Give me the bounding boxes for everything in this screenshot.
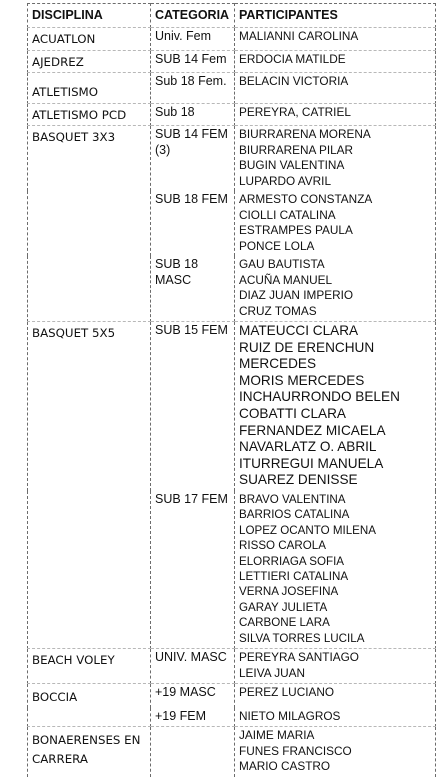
participants-cell: [235, 191, 436, 256]
table-row: [28, 256, 436, 322]
table-row: [28, 191, 436, 256]
table-row: [28, 103, 436, 126]
table-row: [28, 708, 436, 727]
participant-name: PONCE LOLA: [239, 238, 315, 253]
participant-name: LOPEZ OCANTO MILENA: [239, 523, 377, 537]
participant-name: COBATTI CLARA: [239, 405, 347, 421]
participants-cell: [235, 491, 436, 649]
participant-name: FUNES FRANCISCO: [239, 743, 352, 758]
table-row: [28, 649, 436, 684]
participant-name: ACUÑA MANUEL: [239, 272, 333, 287]
participants-cell: [235, 727, 436, 777]
participant-name: MALIANNI CAROLINA: [239, 29, 359, 43]
category-cell: +19 FEM: [151, 708, 235, 727]
category-cell: +19 MASC: [151, 684, 235, 708]
discipline-cell: [28, 191, 151, 256]
participant-name: MARIO CASTRO: [239, 759, 331, 773]
header-disciplina: DISCIPLINA: [28, 4, 151, 28]
category-cell: SUB 18 FEM: [151, 191, 235, 256]
participants-cell: [235, 126, 436, 192]
participant-name: GARAY JULIETA: [239, 600, 328, 614]
category-cell: SUB 17 FEM: [151, 491, 235, 649]
participant-name: CARBONE LARA: [239, 616, 330, 630]
table-row: [28, 727, 436, 777]
participant-name: NAVARLATZ O. ABRIL: [239, 439, 377, 455]
participant-name: ERDOCIA MATILDE: [239, 51, 346, 66]
participant-name: LEIVA JUAN: [239, 665, 305, 680]
participant-name: SILVA TORRES LUCILA: [239, 631, 365, 645]
participant-name: BIURRARENA MORENA: [239, 127, 371, 141]
participant-name: MORIS MERCEDES: [239, 372, 365, 388]
discipline-cell: BOCCIA: [28, 684, 151, 708]
participant-name: GAU BAUTISTA: [239, 257, 325, 271]
participant-name: PEREZ LUCIANO: [239, 685, 335, 699]
participant-name: INCHAURRONDO BELEN: [239, 389, 400, 405]
participant-name: BRAVO VALENTINA: [239, 492, 346, 506]
participant-name: BELACIN VICTORIA: [239, 74, 349, 88]
category-cell: Univ. Fem: [151, 28, 235, 51]
discipline-cell: BEACH VOLEY: [28, 649, 151, 684]
participant-name: PEREYRA SANTIAGO: [239, 650, 359, 664]
category-cell: SUB 14 FEM (3): [151, 126, 235, 192]
discipline-cell: ACUATLON: [28, 28, 151, 51]
participant-name: JAIME MARIA: [239, 728, 315, 742]
category-cell: SUB 18 MASC: [151, 256, 235, 322]
participant-name: ITURREGUI MANUELA: [239, 455, 384, 471]
discipline-cell: ATLETISMO: [28, 73, 151, 104]
category-cell: Sub 18 Fem.: [151, 73, 235, 104]
table-row: [28, 322, 436, 491]
table-row: [28, 28, 436, 51]
header-row: [28, 4, 436, 28]
category-cell: SUB 14 Fem: [151, 50, 235, 73]
participant-name: BIURRARENA PILAR: [239, 142, 354, 157]
participant-name: RISSO CAROLA: [239, 539, 326, 553]
participant-name: RUIZ DE ERENCHUN: [239, 339, 375, 355]
participants-cell: [235, 708, 436, 727]
participant-name: LETTIERI CATALINA: [239, 569, 349, 583]
participants-cell: [235, 684, 436, 708]
discipline-cell: AJEDREZ: [28, 50, 151, 73]
participants-cell: [235, 50, 436, 73]
participant-name: PEREYRA, CATRIEL: [239, 104, 351, 119]
participant-name: ESTRAMPES PAULA: [239, 223, 353, 237]
table-row: [28, 126, 436, 192]
discipline-cell: BASQUET 5X5: [28, 322, 151, 491]
table-row: [28, 50, 436, 73]
table-row: [28, 491, 436, 649]
header-categoria: CATEGORIA: [151, 4, 235, 28]
participant-name: MATEUCCI CLARA: [239, 323, 359, 338]
participant-name: CIOLLI CATALINA: [239, 207, 336, 222]
participant-name: FERNANDEZ MICAELA: [239, 422, 386, 438]
category-cell: UNIV. MASC: [151, 649, 235, 684]
participant-name: ARMESTO CONSTANZA: [239, 192, 373, 206]
participants-table: [27, 3, 436, 777]
discipline-cell: BONAERENSES EN CARRERA: [28, 727, 151, 777]
category-cell: Sub 18: [151, 103, 235, 126]
participants-cell: [235, 256, 436, 322]
participant-name: LUPARDO AVRIL: [239, 173, 332, 188]
participants-cell: [235, 649, 436, 684]
participant-name: VERNA JOSEFINA: [239, 585, 339, 599]
table-row: [28, 684, 436, 708]
participants-cell: [235, 73, 436, 104]
table-row: [28, 73, 436, 104]
discipline-cell: ATLETISMO PCD: [28, 103, 151, 126]
participants-cell: [235, 28, 436, 51]
participant-name: ELORRIAGA SOFIA: [239, 554, 345, 568]
discipline-cell: BASQUET 3X3: [28, 126, 151, 192]
participant-name: DIAZ JUAN IMPERIO: [239, 288, 354, 302]
participant-name: BUGIN VALENTINA: [239, 158, 345, 172]
discipline-cell: [28, 256, 151, 322]
category-cell: [151, 727, 235, 777]
header-participantes: PARTICIPANTES: [235, 4, 436, 28]
category-cell: SUB 15 FEM: [151, 322, 235, 491]
participant-name: BARRIOS CATALINA: [239, 508, 350, 522]
discipline-cell: [28, 708, 151, 727]
participants-cell: [235, 322, 436, 491]
participant-name: SUAREZ DENISSE: [239, 472, 358, 488]
participant-name: CRUZ TOMAS: [239, 303, 317, 318]
participant-name: MERCEDES: [239, 356, 317, 372]
discipline-cell: [28, 491, 151, 649]
participants-cell: [235, 103, 436, 126]
participant-name: NIETO MILAGROS: [239, 708, 341, 723]
